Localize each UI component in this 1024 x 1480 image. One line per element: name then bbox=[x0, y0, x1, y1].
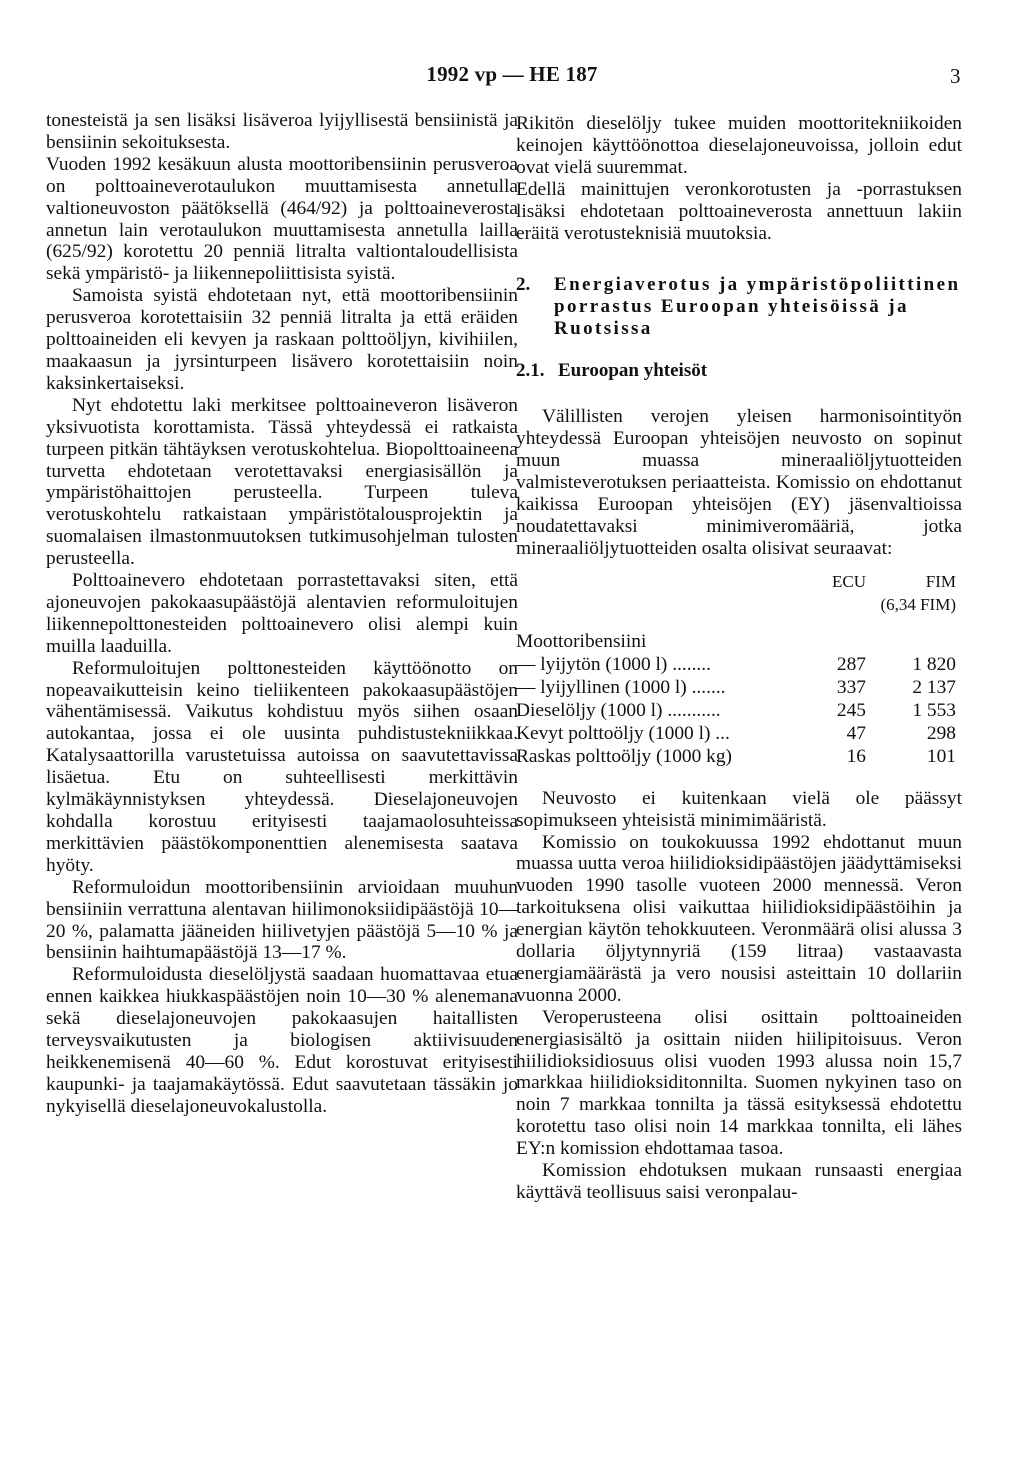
subsection-number: 2.1. bbox=[516, 360, 545, 382]
table-row bbox=[516, 745, 956, 768]
table-cell-ecu: 245 bbox=[836, 699, 866, 721]
paragraph: Rikitön dieselöljy tukee muiden moottoritekniikoiden keinojen käyttöönottoa dieselajoneuvoissa, jolloin edut ovat vielä suuremmat. bbox=[516, 113, 962, 178]
section-title: Energiaverotus ja ympäristöpoliittinen porrastus Euroopan yhteisöissä ja Ruotsissa bbox=[554, 274, 961, 340]
table-cell-fim: 298 bbox=[926, 722, 956, 744]
table-cell-fim: 101 bbox=[926, 745, 956, 767]
paragraph: Vuoden 1992 kesäkuun alusta moottoribensiinin perusveroa on polttoaineverotaulukon muuttamisesta annetulla valtioneuvoston päätöksellä (464/92) ja polttoaineverosta annetun lain verotaulukon muuttamisesta annetulla lailla (625/92) korotettu 20 penniä litralta valtiontaloudellisista sekä ympäristö- ja liikennepoliittisista syistä. bbox=[46, 153, 518, 285]
column-header-fim-rate: (6,34 FIM) bbox=[880, 594, 956, 614]
table-row bbox=[516, 722, 956, 745]
table-cell-ecu: 337 bbox=[836, 676, 866, 698]
paragraph: Komissio on toukokuussa 1992 ehdottanut muun muassa uutta veroa hiilidioksidipäästöjen jäädyttämiseksi vuoden 1990 tasolle vuoteen 2000 mennessä. Veron tarkoituksena olisi vaikuttaa hiilidioksidipäästöihin ja energian käytön tehokkuuteen. Veronmäärä olisi alussa 3 dollaria öljytynnyriä (159 litraa) vastaavasta energiamäärästä ja vero nousisi asteittain 10 dollariin vuonna 2000. bbox=[516, 831, 962, 1006]
section-heading bbox=[516, 274, 962, 340]
table-cell-ecu: 16 bbox=[846, 745, 866, 767]
column-header-ecu: ECU bbox=[832, 571, 866, 591]
table-row bbox=[516, 676, 956, 699]
paragraph: Neuvosto ei kuitenkaan vielä ole päässyt sopimukseen yhteisistä minimimääristä. bbox=[516, 787, 962, 831]
page-number: 3 bbox=[950, 64, 961, 88]
paragraph: tonesteistä ja sen lisäksi lisäveroa lyijyllisestä bensiinistä ja bensiinin sekoituksesta. bbox=[46, 110, 518, 153]
page-header: 1992 vp — HE 187 bbox=[426, 62, 598, 86]
table-header-row bbox=[516, 570, 956, 593]
right-column bbox=[516, 113, 962, 1204]
table-cell-label: Kevyt polttoöljy (1000 l) ... bbox=[516, 722, 730, 744]
paragraph: Edellä mainittujen veronkorotusten ja -porrastuksen lisäksi ehdotetaan polttoaineverosta annettuun lakiin eräitä verotusteknisiä muutoksia. bbox=[516, 178, 962, 244]
paragraph: Polttoainevero ehdotetaan porrastettavaksi siten, että ajoneuvojen pakokaasupäästöjä alentavien reformuloitujen liikennepolttonesteiden polttoainevero olisi alempi kuin muilla laaduilla. bbox=[46, 570, 518, 657]
column-header-fim: FIM bbox=[925, 571, 956, 591]
tax-rate-table bbox=[516, 570, 956, 768]
table-cell-label: — lyijytön (1000 l) ........ bbox=[516, 653, 711, 675]
subsection-title: Euroopan yhteisöt bbox=[558, 360, 708, 382]
table-cell-label: — lyijyllinen (1000 l) ....... bbox=[516, 676, 726, 698]
paragraph: Komission ehdotuksen mukaan runsaasti energiaa käyttävä teollisuus saisi veronpalau- bbox=[516, 1160, 962, 1203]
table-cell-ecu: 287 bbox=[836, 653, 866, 675]
paragraph: Reformuloidusta dieselöljystä saadaan huomattavaa etua ennen kaikkea hiukkaspäästöjen noin 10—30 % alenemana sekä dieselajoneuvojen pakokaasujen haitallisten terveysvaikutusten ja biologisen aktiivisuuden heikkenemisenä 40—60 %. Edut korostuvat erityisesti kaupunki- ja taajamakäytössä. Edut saavutetaan tässäkin jo nykyisellä dieselajoneuvokalustolla. bbox=[46, 964, 518, 1117]
paragraph: Samoista syistä ehdotetaan nyt, että moottoribensiinin perusveroa korotettaisiin 32 penniä litralta ja että eräiden polttoaineiden eli kevyen ja raskaan polttoöljyn, kivihiilen, maakaasun ja jyrsinturpeen lisävero korotettaisiin noin kaksinkertaiseksi. bbox=[46, 285, 518, 394]
table-header-row bbox=[516, 593, 956, 616]
table-cell-ecu: 47 bbox=[846, 722, 866, 744]
paragraph: Veroperusteena olisi osittain polttoaineiden energiasisältö ja osittain niiden hiilipitoisuus. Veron hiilidioksidiosuus olisi vuoden 1993 alussa noin 15,7 markkaa hiilidioksiditonnilta. Suomen nykyinen taso on noin 7 markkaa tonnilta ja tässä esityksessä ehdotettu korotettu taso olisi noin 14 markkaa tonnilta, eli lähes EY:n komission ehdottamaa tasoa. bbox=[516, 1006, 962, 1160]
paragraph: Reformuloidun moottoribensiinin arvioidaan muuhun bensiiniin verrattuna alentavan hiilimonoksiidipäästöjä 10—20 %, palamatta jääneiden hiilivetyjen päästöjä 5—10 % ja bensiinin haihtumapäästöjä 13—17 %. bbox=[46, 876, 518, 964]
table-cell-label: Raskas polttoöljy (1000 kg) bbox=[516, 745, 732, 767]
table-row bbox=[516, 616, 956, 653]
subsection-heading bbox=[516, 360, 962, 382]
paragraph: Välillisten verojen yleisen harmonisointityön yhteydessä Euroopan yhteisöjen neuvosto on sopinut muun muassa mineraaliöljytuotteiden valmisteverotuksen periaatteista. Komissio on ehdottanut kaikissa Euroopan yhteisöjen (EY) jäsenvaltioissa noudatettavaksi minimiveromääriä, jotka mineraaliöljytuotteiden osalta olisivat seuraavat: bbox=[516, 406, 962, 559]
paragraph: Reformuloitujen polttonesteiden käyttöönotto on nopeavaikutteisin keino tieliikenteen pakokaasupäästöjen vähentämisessä. Vaikutus kohdistuu myös siihen osaan autokantaa, jossa ei ole uusinta puhdistustekniikkaa. Katalysaattorilla varustetuissa autoissa on saavutettavissa lisäetua. Etu on suhteellisesti merkittävin kylmäkäynnistyksen yhteydessä. Dieselajoneuvojen kohdalla korostuu erityisesti taajamaolosuhteissa merkittävien päästökomponenttien alenemisesta saatava hyöty. bbox=[46, 657, 518, 876]
table-cell-label: Dieselöljy (1000 l) ........... bbox=[516, 699, 721, 721]
table-row bbox=[516, 653, 956, 676]
paragraph: Nyt ehdotettu laki merkitsee polttoaineveron lisäveron yksivuotista korottamista. Tässä yhteydessä ei ratkaista turpeen pitkän tähtäyksen verotuskohtelua. Biopolttoaineena turvetta ehdotetaan verotettavaksi energiasisällön ja ympäristöhaittojen perusteella. Turpeen tuleva verotuskohtelu ratkaistaan ympäristötalousprojektin ja suomalaisen ilmastonmuutoksen tutkimusohjelman tulosten perusteella. bbox=[46, 394, 518, 570]
left-column bbox=[46, 110, 518, 1118]
table-cell-fim: 1 553 bbox=[912, 699, 956, 721]
table-cell-fim: 2 137 bbox=[912, 676, 956, 698]
table-group-label: Moottoribensiini bbox=[516, 630, 647, 652]
table-cell-fim: 1 820 bbox=[912, 653, 956, 675]
section-number: 2. bbox=[516, 274, 531, 296]
table-row bbox=[516, 699, 956, 722]
